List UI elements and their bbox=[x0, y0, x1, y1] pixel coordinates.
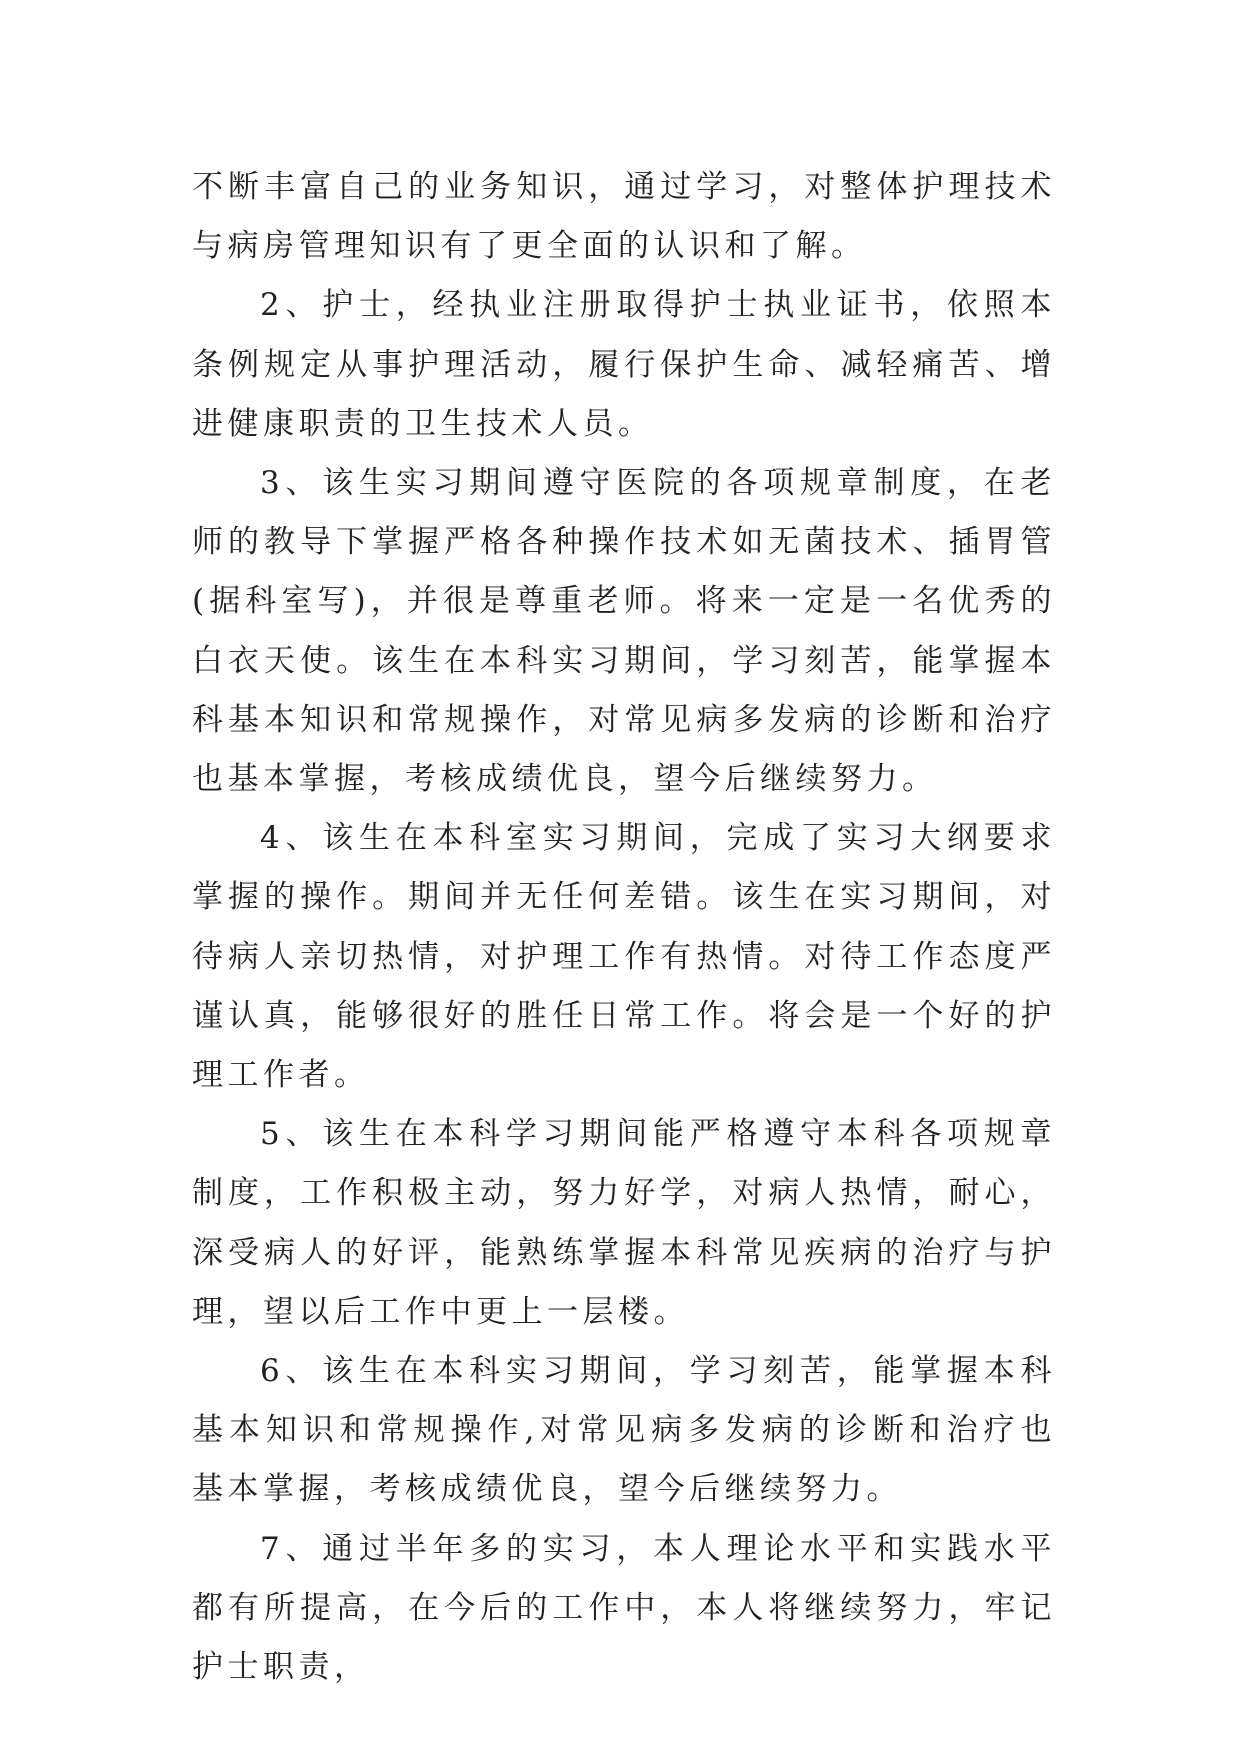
paragraph-item-3: 3、该生实习期间遵守医院的各项规章制度，在老师的教导下掌握严格各种操作技术如无菌技术、插胃管(据科室写)，并很是尊重老师。将来一定是一名优秀的白衣天使。该生在本科实习期间，学习刻苦，能掌握本科基本知识和常规操作，对常见病多发病的诊断和治疗也基本掌握，考核成绩优良，望今后继续努力。 bbox=[192, 465, 1056, 798]
paragraph-item-2: 2、护士，经执业注册取得护士执业证书，依照本条例规定从事护理活动，履行保护生命、减轻痛苦、增进健康职责的卫生技术人员。 bbox=[192, 287, 1056, 442]
document-body bbox=[192, 158, 1056, 1697]
paragraph-item-7: 7、通过半年多的实习，本人理论水平和实践水平都有所提高，在今后的工作中，本人将继续努力，牢记护士职责， bbox=[192, 1530, 1056, 1686]
paragraph-item-5: 5、该生在本科学习期间能严格遵守本科各项规章制度，工作积极主动，努力好学，对病人热情，耐心，深受病人的好评，能熟练掌握本科常见疾病的治疗与护理，望以后工作中更上一层楼。 bbox=[192, 1116, 1056, 1330]
paragraph-item-4: 4、该生在本科室实习期间，完成了实习大纲要求掌握的操作。期间并无任何差错。该生在实习期间，对待病人亲切热情，对护理工作有热情。对待工作态度严谨认真，能够很好的胜任日常工作。将会是一个好的护理工作者。 bbox=[192, 820, 1056, 1094]
paragraph-continuation: 不断丰富自己的业务知识，通过学习，对整体护理技术与病房管理知识有了更全面的认识和了解。 bbox=[192, 169, 1056, 265]
paragraph-item-6: 6、该生在本科实习期间，学习刻苦，能掌握本科基本知识和常规操作,对常见病多发病的诊断和治疗也基本掌握，考核成绩优良，望今后继续努力。 bbox=[192, 1353, 1056, 1508]
